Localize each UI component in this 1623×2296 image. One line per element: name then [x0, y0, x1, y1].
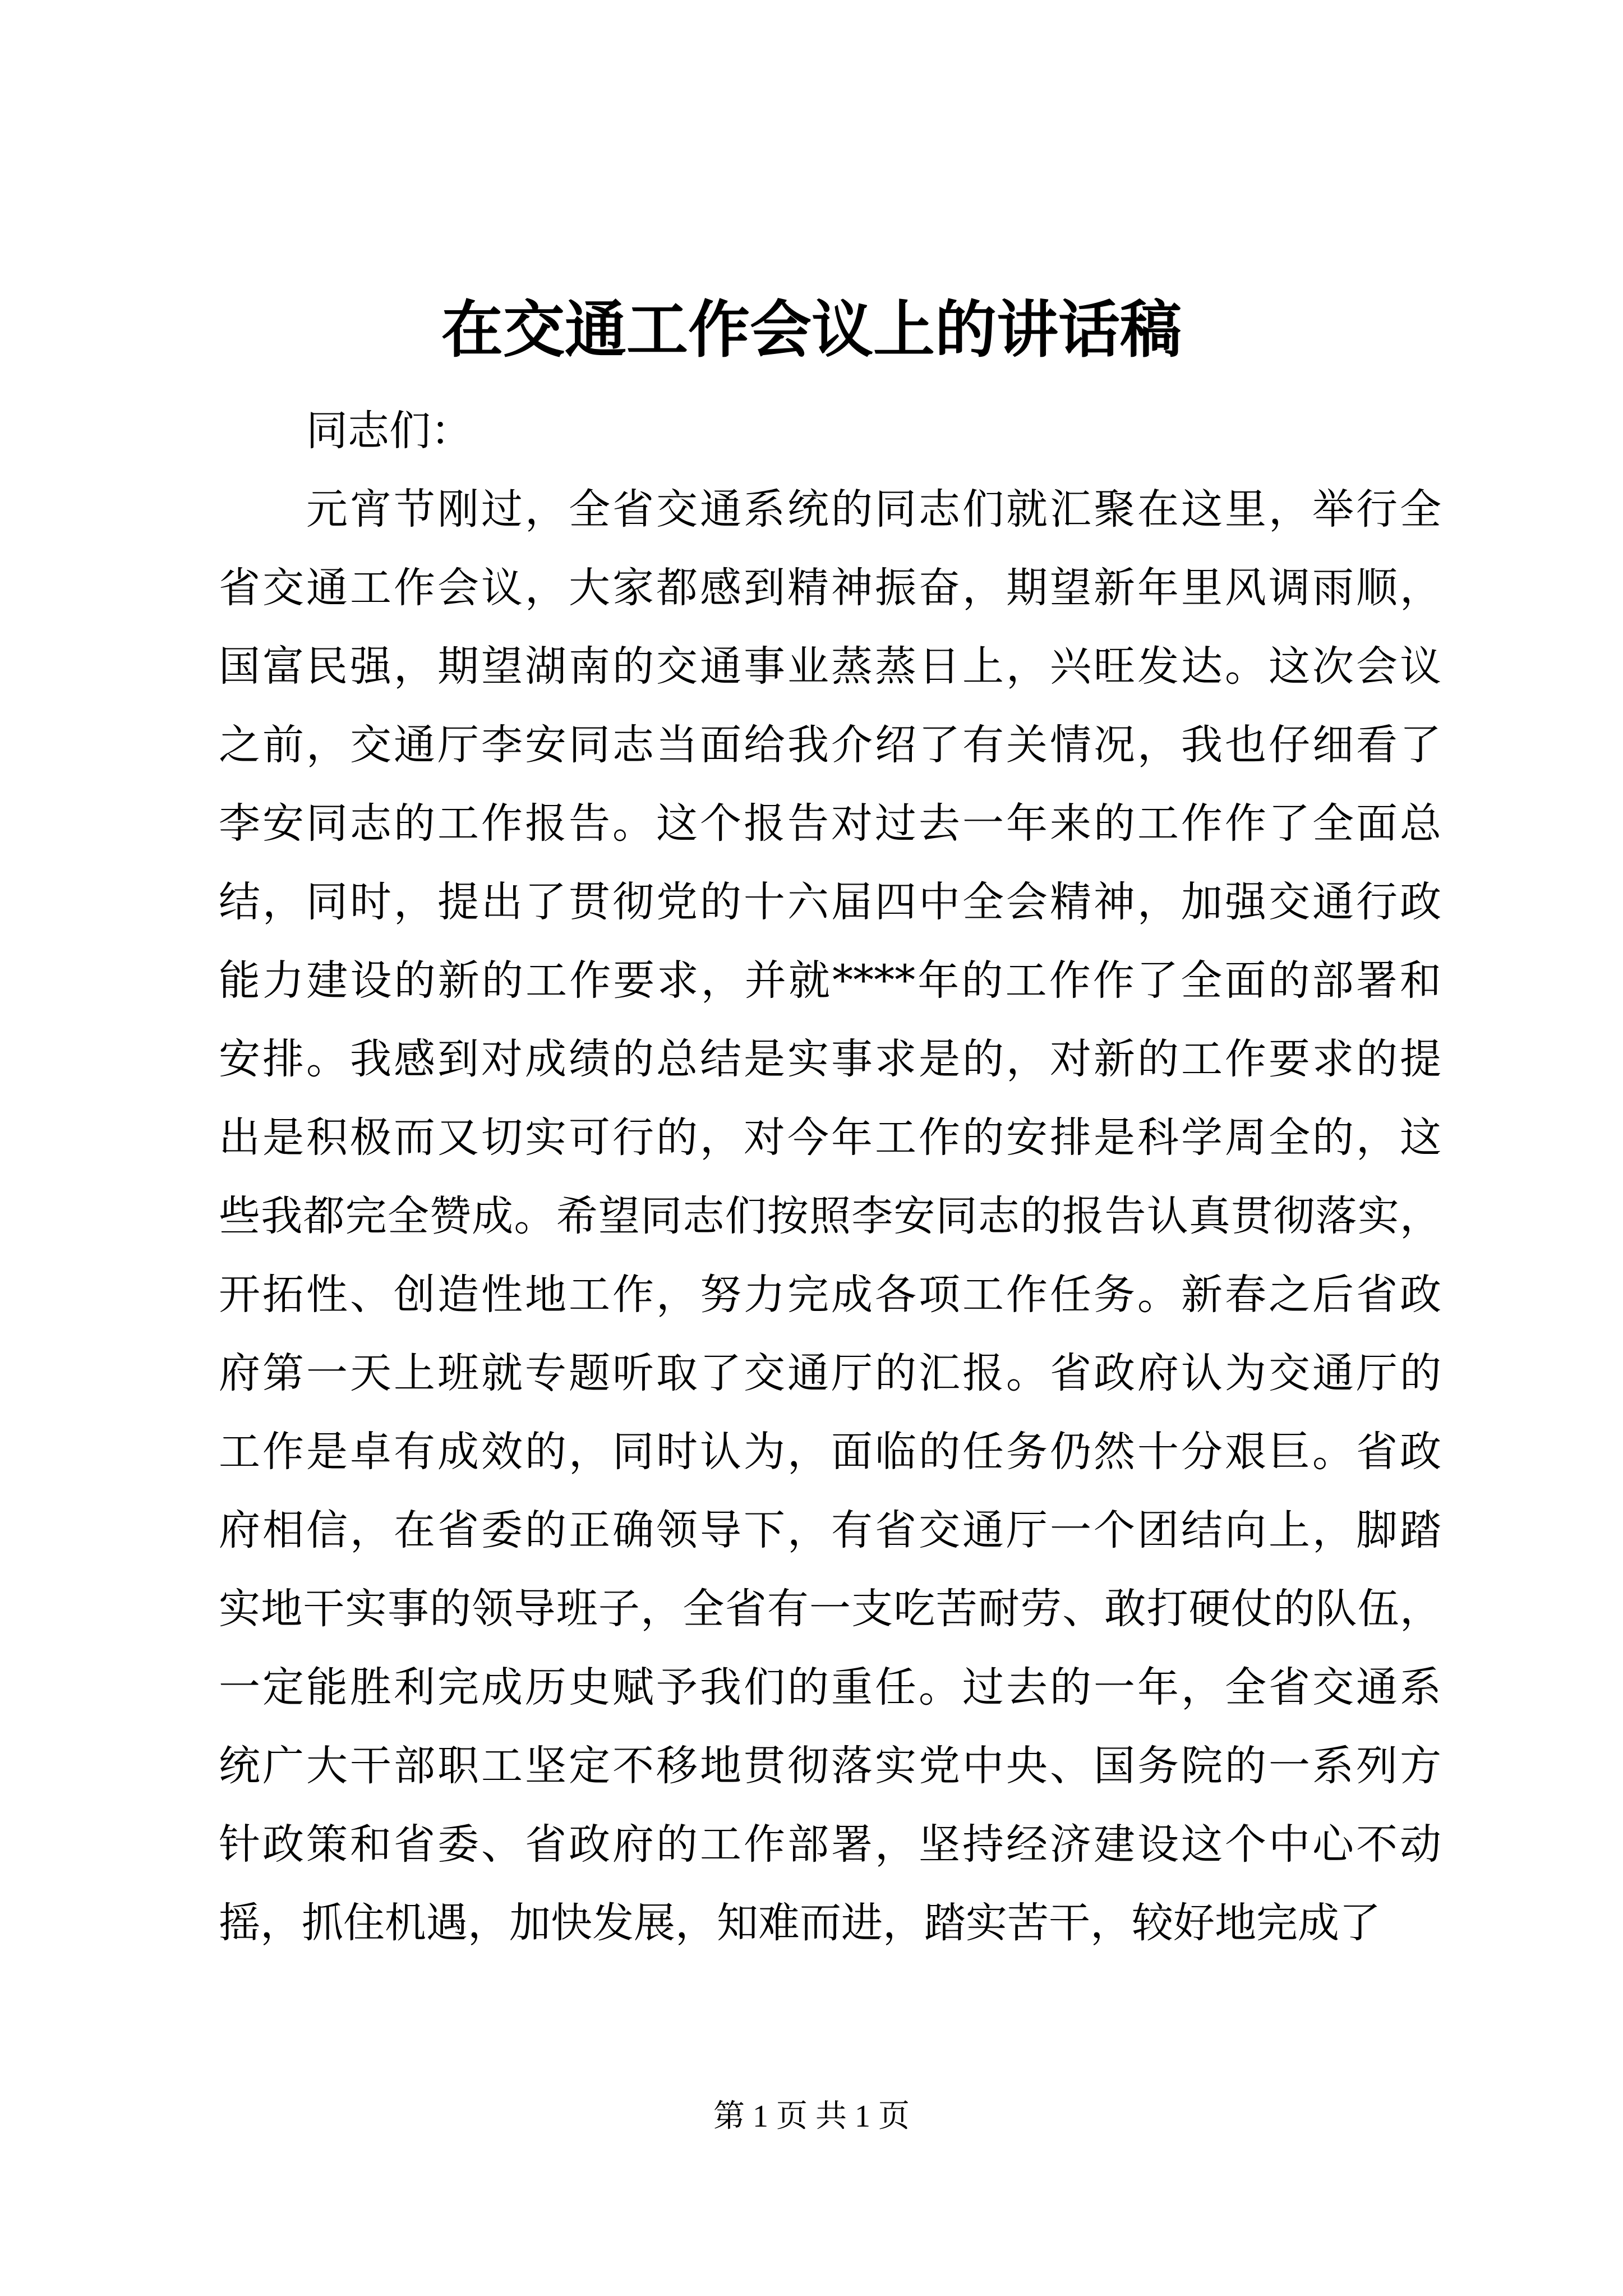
paragraph-line: 府相信，在省委的正确领导下，有省交通厅一个团结向上，脚踏	[219, 1506, 1441, 1554]
salutation: 同志们：	[306, 407, 472, 455]
paragraph-line: 出是积极而又切实可行的，对今年工作的安排是科学周全的，这	[219, 1114, 1441, 1162]
paragraph-line: 实地干实事的领导班子，全省有一支吃苦耐劳、敢打硬仗的队伍，	[219, 1585, 1441, 1633]
paragraph-line: 元宵节刚过，全省交通系统的同志们就汇聚在这里，举行全	[306, 485, 1441, 533]
page-number: 第 1 页 共 1 页	[713, 2099, 910, 2134]
paragraph-line: 省交通工作会议，大家都感到精神振奋，期望新年里风调雨顺，	[219, 564, 1441, 612]
paragraph-line: 安排。我感到对成绩的总结是实事求是的，对新的工作要求的提	[219, 1035, 1441, 1083]
paragraph-line: 工作是卓有成效的，同时认为，面临的任务仍然十分艰巨。省政	[219, 1428, 1441, 1476]
paragraph-line: 些我都完全赞成。希望同志们按照李安同志的报告认真贯彻落实，	[219, 1192, 1441, 1240]
paragraph-line: 国富民强，期望湖南的交通事业蒸蒸日上，兴旺发达。这次会议	[219, 642, 1441, 691]
paragraph-line: 针政策和省委、省政府的工作部署，坚持经济建设这个中心不动	[219, 1820, 1441, 1869]
paragraph-line: 摇，抓住机遇，加快发展，知难而进，踏实苦干，较好地完成了	[219, 1899, 1381, 1947]
paragraph-line: 能力建设的新的工作要求，并就****年的工作作了全面的部署和	[219, 956, 1441, 1005]
paragraph-line: 一定能胜利完成历史赋予我们的重任。过去的一年，全省交通系	[219, 1663, 1441, 1711]
paragraph-line: 统广大干部职工坚定不移地贯彻落实党中央、国务院的一系列方	[219, 1742, 1441, 1790]
paragraph-line: 李安同志的工作报告。这个报告对过去一年来的工作作了全面总	[219, 799, 1441, 848]
paragraph-line: 结，同时，提出了贯彻党的十六届四中全会精神，加强交通行政	[219, 878, 1441, 926]
page-title: 在交通工作会议上的讲话稿	[441, 293, 1182, 366]
paragraph-line: 府第一天上班就专题听取了交通厅的汇报。省政府认为交通厅的	[219, 1349, 1441, 1397]
paragraph-line: 开拓性、创造性地工作，努力完成各项工作任务。新春之后省政	[219, 1271, 1441, 1319]
paragraph-line: 之前，交通厅李安同志当面给我介绍了有关情况，我也仔细看了	[219, 721, 1441, 769]
